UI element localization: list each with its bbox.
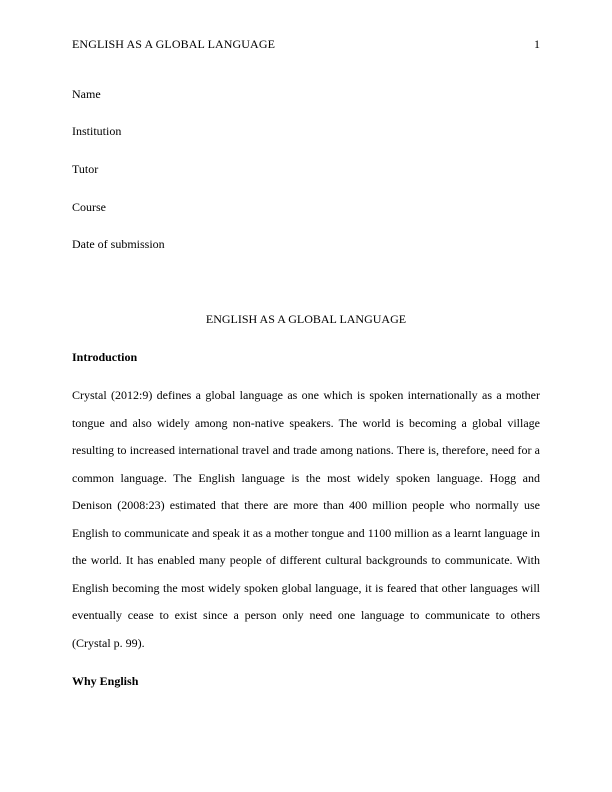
cover-name: Name (72, 87, 101, 101)
paragraph-line: Crystal (2012:9) defines a global language as one which is spoken internationally as a mother (72, 388, 540, 402)
document-title: ENGLISH AS A GLOBAL LANGUAGE (205, 312, 407, 326)
cover-tutor: Tutor (72, 162, 99, 176)
cover-course: Course (72, 200, 106, 214)
cover-institution: Institution (72, 124, 122, 138)
paragraph-line: common language. The English language is the most widely spoken language. Hogg and (72, 470, 540, 485)
introduction-heading: Introduction (72, 350, 138, 364)
paragraph-line: eventually cease to exist since a person only need one language to communicate to others (72, 608, 540, 622)
introduction-paragraph (72, 382, 540, 657)
paragraph-line: resulting to increased international travel and trade among nations. There is, therefore, need for a (72, 443, 540, 457)
paragraph-line: tongue and also widely among non-native speakers. The world is becoming a global village (72, 415, 540, 430)
paragraph-line: English becoming the most widely spoken global language, it is feared that other languages will (72, 580, 540, 595)
why-english-heading: Why English (72, 674, 139, 688)
paragraph-line: the world. It has enabled many people of different cultural backgrounds to communicate. With (72, 553, 540, 567)
running-head (72, 37, 540, 51)
paragraph-line: English to communicate and speak it as a mother tongue and 1100 million as a learnt language in (72, 525, 540, 540)
paragraph-line: (Crystal p. 99). (72, 635, 145, 650)
running-head-title: ENGLISH AS A GLOBAL LANGUAGE (72, 37, 276, 51)
page-number: 1 (534, 37, 540, 51)
cover-date: Date of submission (72, 237, 165, 251)
paragraph-line: Denison (2008:23) estimated that there are more than 400 million people who normally use (72, 498, 540, 512)
